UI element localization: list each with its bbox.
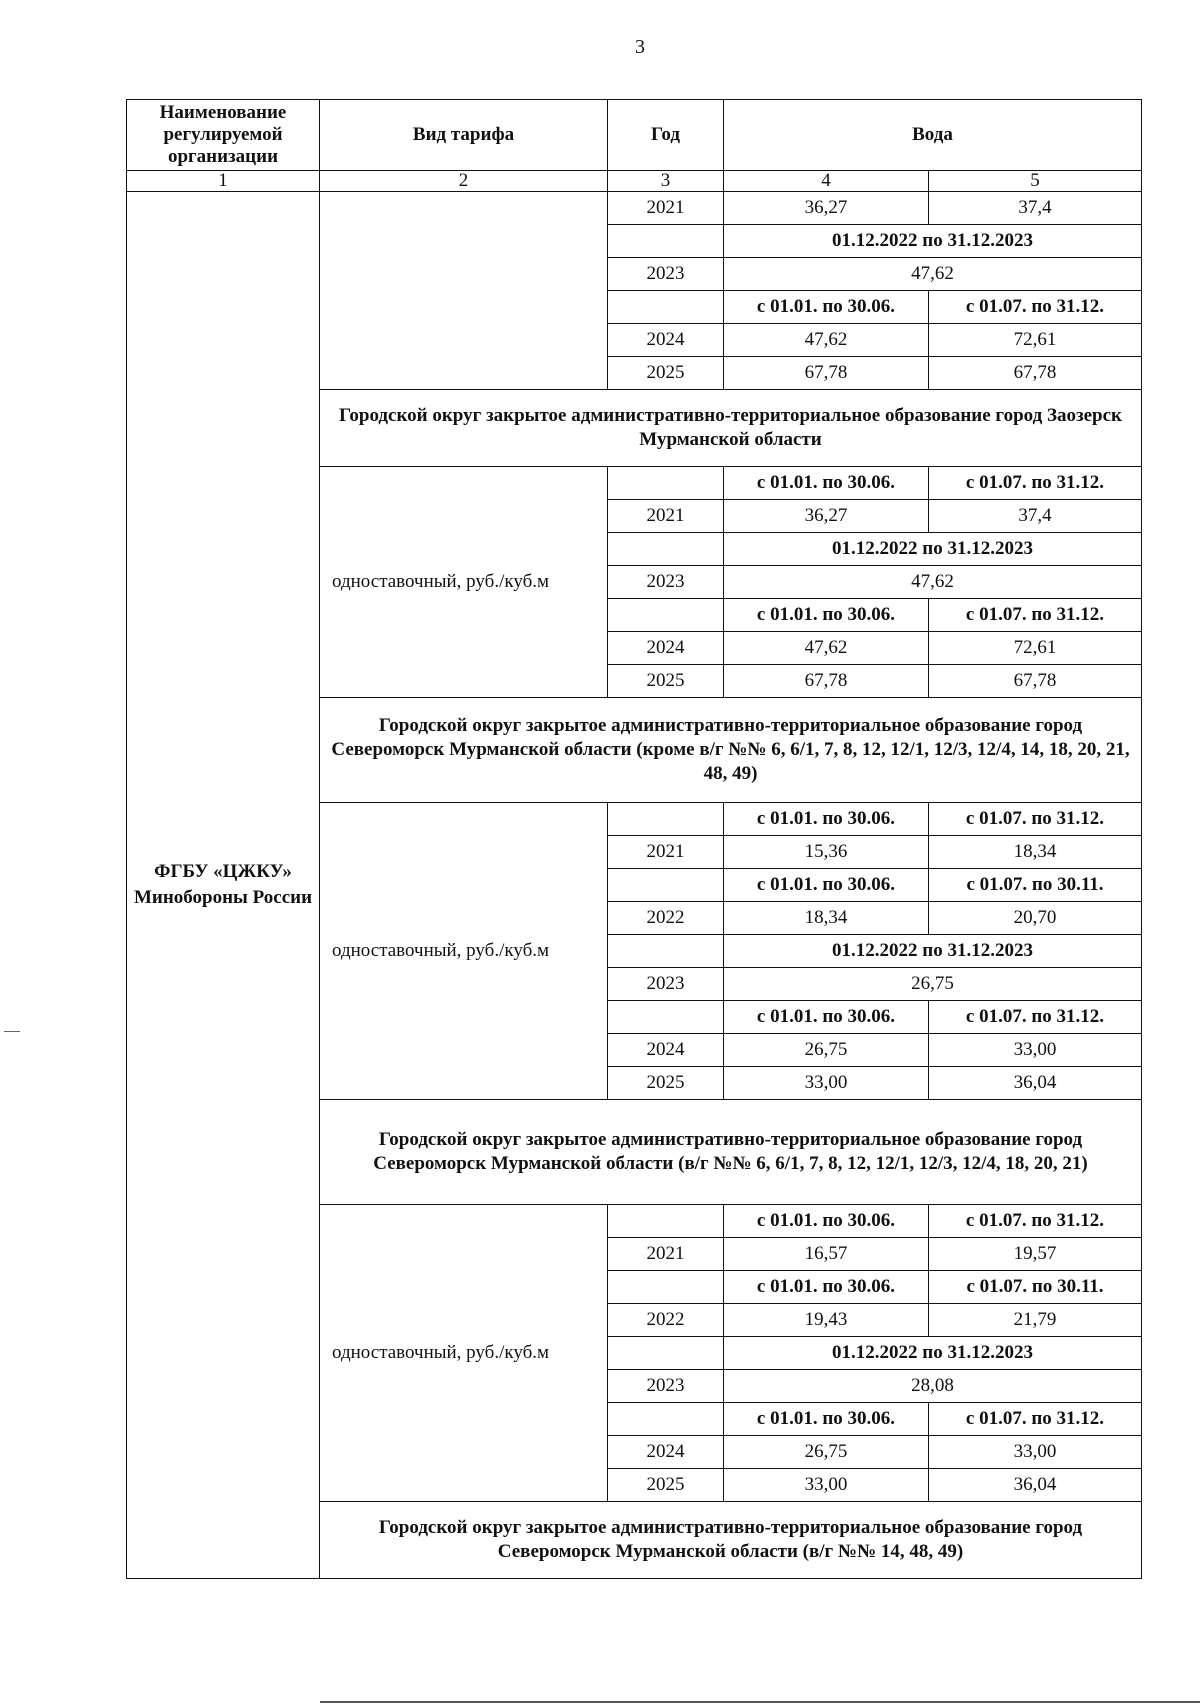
value-cell: 33,00 — [929, 1034, 1142, 1067]
section-title-severomorsk-except: Городской округ закрытое административно-территориальное образование город Североморск Мурманской области (кроме в/г №№ 6, 6/1, 7, 8, 12, 12/1, 12/3, 12/4, 14, 18, 20, 21, 48, 49) — [320, 698, 1142, 803]
period-cell: с 01.01. по 30.06. — [724, 467, 929, 500]
value-cell: 37,4 — [929, 500, 1142, 533]
year-cell: 2024 — [608, 632, 724, 665]
header-year: Год — [608, 100, 724, 171]
year-cell: 2025 — [608, 1067, 724, 1100]
year-cell-empty — [608, 467, 724, 500]
year-cell-empty — [608, 1271, 724, 1304]
value-cell: 33,00 — [724, 1067, 929, 1100]
section-title-zaozersk: Городской округ закрытое административно-территориальное образование город Заозерск Мурманской области — [320, 390, 1142, 467]
page-number: 3 — [635, 36, 645, 58]
year-cell: 2021 — [608, 500, 724, 533]
value-cell: 47,62 — [724, 632, 929, 665]
year-cell: 2025 — [608, 665, 724, 698]
year-cell: 2024 — [608, 324, 724, 357]
year-cell: 2025 — [608, 1469, 724, 1502]
value-cell: 36,04 — [929, 1067, 1142, 1100]
col-num-2: 2 — [320, 171, 608, 192]
period-cell: с 01.01. по 30.06. — [724, 1271, 929, 1304]
period-cell: с 01.07. по 31.12. — [929, 803, 1142, 836]
value-cell: 33,00 — [724, 1469, 929, 1502]
year-cell: 2021 — [608, 1238, 724, 1271]
col-num-5: 5 — [929, 171, 1142, 192]
year-cell-empty — [608, 291, 724, 324]
year-cell-empty — [608, 225, 724, 258]
year-cell: 2024 — [608, 1034, 724, 1067]
value-cell: 15,36 — [724, 836, 929, 869]
period-cell: с 01.07. по 31.12. — [929, 1205, 1142, 1238]
period-cell: с 01.01. по 30.06. — [724, 1205, 929, 1238]
section-title-severomorsk-last: Городской округ закрытое административно-территориальное образование город Североморск Мурманской области (в/г №№ 14, 48, 49) — [320, 1502, 1142, 1579]
period-cell: с 01.01. по 30.06. — [724, 291, 929, 324]
year-cell-empty — [608, 803, 724, 836]
value-cell: 67,78 — [929, 665, 1142, 698]
tariff-type-empty — [320, 192, 608, 390]
value-cell: 47,62 — [724, 324, 929, 357]
col-num-1: 1 — [127, 171, 320, 192]
year-cell: 2021 — [608, 836, 724, 869]
value-cell: 19,43 — [724, 1304, 929, 1337]
period-cell: с 01.01. по 30.06. — [724, 1001, 929, 1034]
year-cell: 2025 — [608, 357, 724, 390]
period-cell: с 01.01. по 30.06. — [724, 869, 929, 902]
year-cell-empty — [608, 869, 724, 902]
value-cell: 19,57 — [929, 1238, 1142, 1271]
value-cell: 18,34 — [724, 902, 929, 935]
year-cell: 2023 — [608, 968, 724, 1001]
year-cell: 2022 — [608, 902, 724, 935]
year-cell-empty — [608, 533, 724, 566]
year-cell: 2024 — [608, 1436, 724, 1469]
year-cell: 2023 — [608, 566, 724, 599]
year-cell: 2023 — [608, 1370, 724, 1403]
year-cell: 2021 — [608, 192, 724, 225]
value-cell: 26,75 — [724, 1034, 929, 1067]
table-row — [127, 192, 1142, 225]
period-cell: 01.12.2022 по 31.12.2023 — [724, 935, 1142, 968]
tariff-table — [126, 99, 1142, 1579]
period-cell: 01.12.2022 по 31.12.2023 — [724, 225, 1142, 258]
value-cell: 37,4 — [929, 192, 1142, 225]
table-header-row — [127, 100, 1142, 171]
value-cell: 26,75 — [724, 968, 1142, 1001]
period-cell: с 01.07. по 31.12. — [929, 467, 1142, 500]
value-cell: 33,00 — [929, 1436, 1142, 1469]
value-cell: 18,34 — [929, 836, 1142, 869]
period-cell: с 01.01. по 30.06. — [724, 599, 929, 632]
year-cell: 2022 — [608, 1304, 724, 1337]
value-cell: 16,57 — [724, 1238, 929, 1271]
organization-name: ФГБУ «ЦЖКУ» Минобороны России — [127, 192, 320, 1579]
value-cell: 67,78 — [724, 357, 929, 390]
header-water: Вода — [724, 100, 1142, 171]
tariff-type: одноставочный, руб./куб.м — [320, 467, 608, 698]
value-cell: 72,61 — [929, 324, 1142, 357]
value-cell: 28,08 — [724, 1370, 1142, 1403]
section-title-severomorsk-list: Городской округ закрытое административно-территориальное образование город Североморск Мурманской области (в/г №№ 6, 6/1, 7, 8, 12, 12/1, 12/3, 12/4, 18, 20, 21) — [320, 1100, 1142, 1205]
header-org: Наименование регулируемой организации — [127, 100, 320, 171]
period-cell: с 01.07. по 31.12. — [929, 599, 1142, 632]
year-cell-empty — [608, 1001, 724, 1034]
value-cell: 67,78 — [929, 357, 1142, 390]
period-cell: 01.12.2022 по 31.12.2023 — [724, 533, 1142, 566]
value-cell: 36,04 — [929, 1469, 1142, 1502]
period-cell: с 01.01. по 30.06. — [724, 803, 929, 836]
value-cell: 26,75 — [724, 1436, 929, 1469]
year-cell-empty — [608, 1205, 724, 1238]
year-cell-empty — [608, 1403, 724, 1436]
period-cell: с 01.07. по 31.12. — [929, 1403, 1142, 1436]
col-num-3: 3 — [608, 171, 724, 192]
year-cell-empty — [608, 599, 724, 632]
year-cell-empty — [608, 935, 724, 968]
period-cell: 01.12.2022 по 31.12.2023 — [724, 1337, 1142, 1370]
period-cell: с 01.07. по 31.12. — [929, 291, 1142, 324]
tariff-type: одноставочный, руб./куб.м — [320, 1205, 608, 1502]
tariff-type: одноставочный, руб./куб.м — [320, 803, 608, 1100]
margin-mark — [4, 1031, 20, 1032]
value-cell: 47,62 — [724, 566, 1142, 599]
column-number-row — [127, 171, 1142, 192]
period-cell: с 01.01. по 30.06. — [724, 1403, 929, 1436]
value-cell: 72,61 — [929, 632, 1142, 665]
value-cell: 36,27 — [724, 500, 929, 533]
value-cell: 21,79 — [929, 1304, 1142, 1337]
period-cell: с 01.07. по 30.11. — [929, 1271, 1142, 1304]
year-cell-empty — [608, 1337, 724, 1370]
value-cell: 47,62 — [724, 258, 1142, 291]
value-cell: 20,70 — [929, 902, 1142, 935]
value-cell: 36,27 — [724, 192, 929, 225]
period-cell: с 01.07. по 30.11. — [929, 869, 1142, 902]
bottom-rule — [320, 1701, 1200, 1703]
value-cell: 67,78 — [724, 665, 929, 698]
period-cell: с 01.07. по 31.12. — [929, 1001, 1142, 1034]
col-num-4: 4 — [724, 171, 929, 192]
header-tariff: Вид тарифа — [320, 100, 608, 171]
year-cell: 2023 — [608, 258, 724, 291]
